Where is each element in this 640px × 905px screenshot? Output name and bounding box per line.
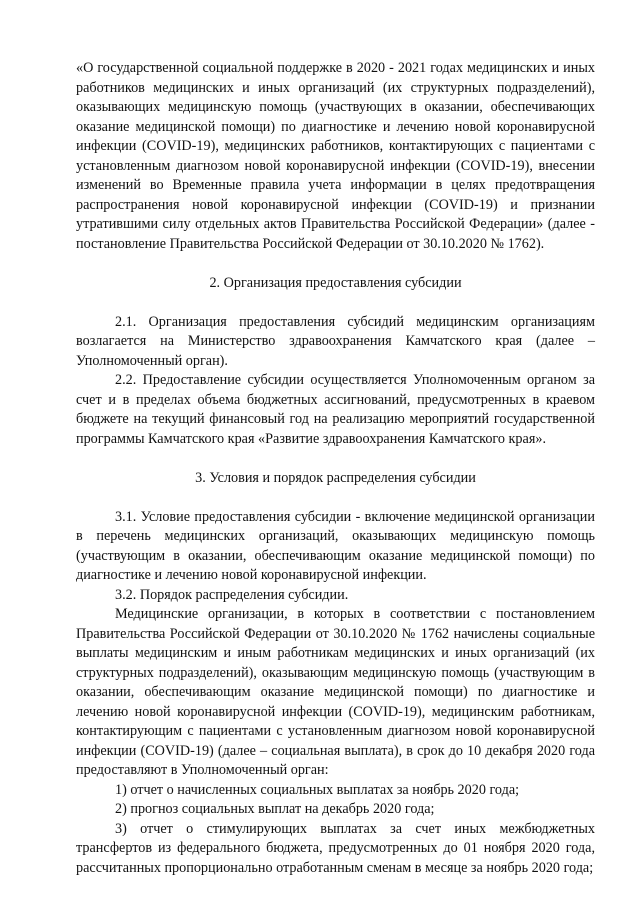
spacer: [76, 254, 595, 274]
paragraph-3-2-body: Медицинские организации, в которых в соответствии с постановлением Правительства Российской Федерации от 30.10.2020 № 1762 начислены социальные выплаты медицинским и иным работникам медицинских и иных организаций (их структурных подразделений), оказывающим медицинскую помощь (участвующим в оказании, обеспечивающим оказание медицинской помощи) по диагностике и лечению новой коронавирусной инфекции (COVID-19), медицинским работникам, контактирующим с пациентами с установленным диагнозом новой коронавирусной инфекции (COVID-19) (далее – социальная выплата), в срок до 10 декабря 2020 года предоставляют в Уполномоченный орган:: [76, 606, 595, 778]
spacer: [76, 489, 595, 508]
spacer: [76, 294, 595, 313]
list-item-3: 3) отчет о стимулирующих выплатах за счет иных межбюджетных трансфертов из федерального бюджета, предусмотренных до 01 ноября 2020 года, рассчитанных пропорционально отработанным сменам в месяце за ноябрь 2020 года;: [76, 820, 595, 876]
spacer: [76, 449, 595, 469]
section-3-heading: 3. Условия и порядок распределения субсидии: [195, 470, 476, 486]
section-2-heading: 2. Организация предоставления субсидии: [209, 275, 462, 291]
intro-paragraph: «О государственной социальной поддержке в 2020 - 2021 годах медицинских и иных работников медицинских и иных организаций (их структурных подразделений), оказывающих медицинскую помощь (участвующих в оказании, обеспечивающих оказание медицинской помощи) по диагностике и лечению новой коронавирусной инфекции (COVID-19), медицинских работников, контактирующих с пациентами с установленным диагнозом новой коронавирусной инфекции (COVID-19), внесении изменений во Временные правила учета информации в целях предотвращения распространения новой коронавирусной инфекции (COVID-19) и признании утратившими силу отдельных актов Правительства Российской Федерации» (далее - постановление Правительства Российской Федерации от 30.10.2020 № 1762).: [76, 60, 595, 252]
paragraph-3-2: 3.2. Порядок распределения субсидии.: [115, 586, 349, 603]
list-item-2: 2) прогноз социальных выплат на декабрь 2020 года;: [115, 801, 435, 817]
paragraph-2-1: 2.1. Организация предоставления субсидий медицинским организациям возлагается на Министерство здравоохранения Камчатского края (далее – Уполномоченный орган).: [76, 313, 595, 369]
paragraph-3-1: 3.1. Условие предоставления субсидии - включение медицинской организации в перечень медицинских организаций, оказывающих медицинскую помощь (участвующим в оказании, обеспечивающим оказание медицинской помощи) по диагностике и лечению новой коронавирусной инфекции.: [76, 508, 595, 583]
document-page: [76, 59, 595, 878]
paragraph-2-2: 2.2. Предоставление субсидии осуществляется Уполномоченным органом за счет и в пределах объема бюджетных ассигнований, предусмотренных в краевом бюджете на текущий финансовый год на реализацию мероприятий государственной программы Камчатского края «Развитие здравоохранения Камчатского края».: [76, 372, 595, 447]
list-item-1: 1) отчет о начисленных социальных выплатах за ноябрь 2020 года;: [115, 781, 520, 798]
